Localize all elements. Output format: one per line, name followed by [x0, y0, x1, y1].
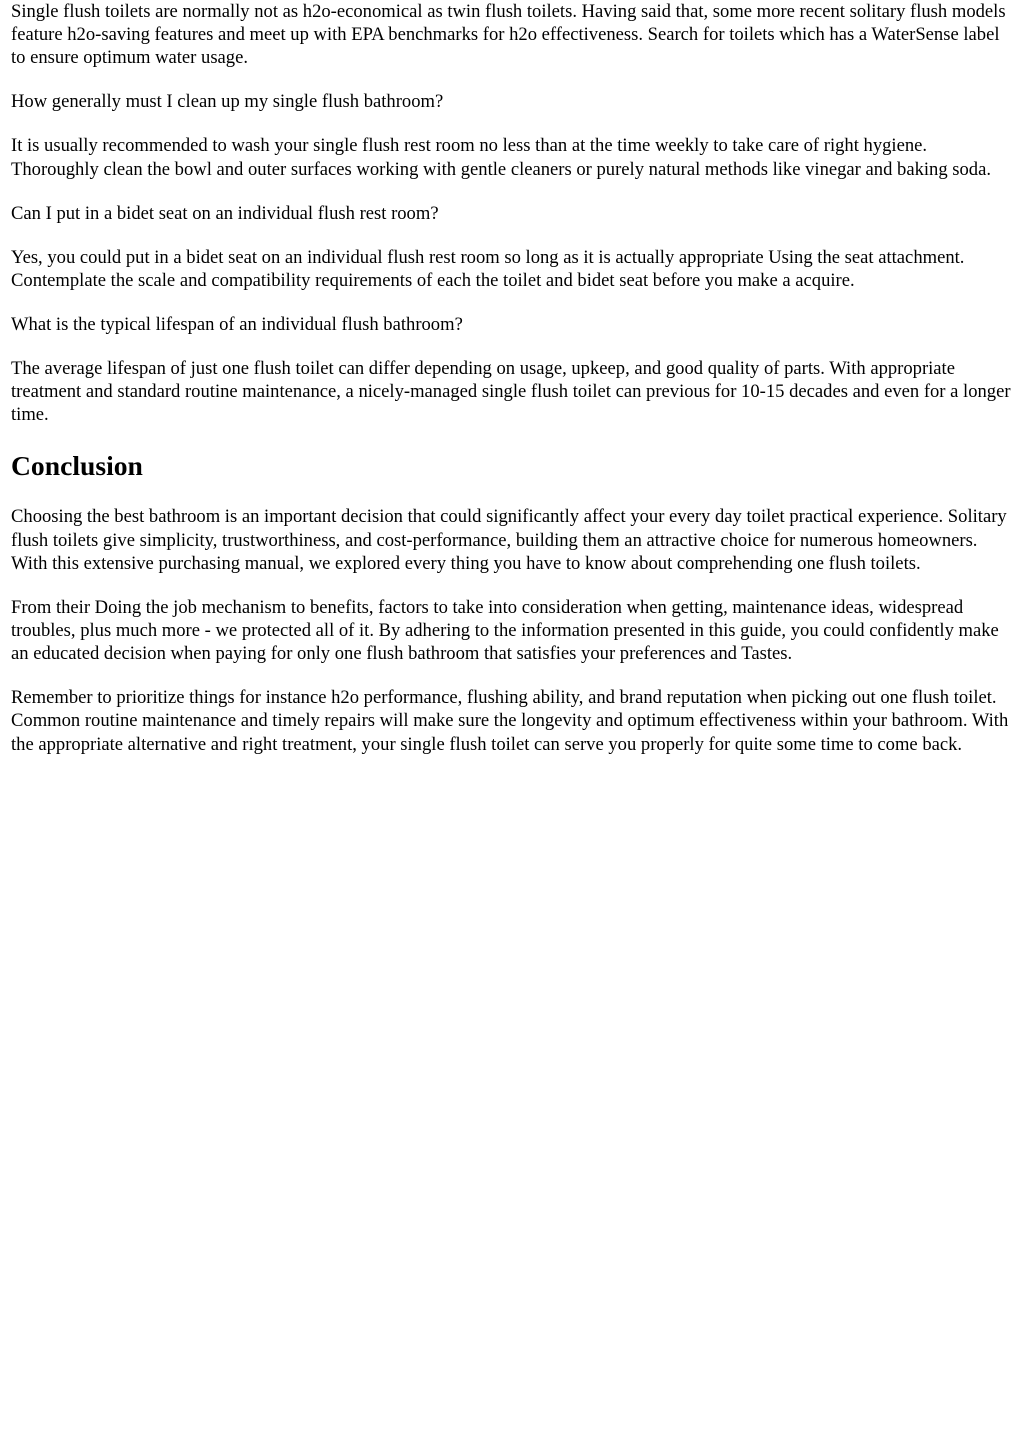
question-bidet-seat: Can I put in a bidet seat on an individual flush rest room? [11, 202, 439, 224]
document-page [11, 0, 1015, 756]
conclusion-heading: Conclusion [11, 450, 143, 482]
question-lifespan: What is the typical lifespan of an individual flush bathroom? [11, 313, 463, 335]
question-cleaning-frequency: How generally must I clean up my single flush bathroom? [11, 91, 444, 113]
conclusion-paragraph-3: Remember to prioritize things for instance h2o performance, flushing ability, and brand reputation when picking out one flush toilet. Common routine maintenance and timely repairs will make sure the longevity and optimum effectiveness within your bathroom. With the appropriate alternative and right treatment, your single flush toilet can serve you properly for quite some time to come back. [11, 687, 1009, 755]
answer-lifespan: The average lifespan of just one flush toilet can differ depending on usage, upkeep, and good quality of parts. With appropriate treatment and standard routine maintenance, a nicely-managed single flush toilet can previous for 10-15 decades and even for a longer time. [11, 357, 1011, 426]
answer-cleaning-frequency: It is usually recommended to wash your single flush rest room no less than at the time weekly to take care of right hygiene. Thoroughly clean the bowl and outer surfaces working with gentle cleaners or purely natural methods like vinegar and baking soda. [11, 135, 992, 180]
answer-bidet-seat: Yes, you could put in a bidet seat on an individual flush rest room so long as it is actually appropriate Using the seat attachment. Contemplate the scale and compatibility requirements of each the toilet and bidet seat before you make a acquire. [11, 246, 965, 291]
conclusion-paragraph-2: From their Doing the job mechanism to benefits, factors to take into consideration when getting, maintenance ideas, widespread troubles, plus much more - we protected all of it. By adhering to the information presented in this guide, you could confidently make an educated decision when paying for only one flush bathroom that satisfies your preferences and Tastes. [11, 596, 999, 665]
conclusion-paragraph-1: Choosing the best bathroom is an important decision that could significantly affect your every day toilet practical experience. Solitary flush toilets give simplicity, trustworthiness, and cost-performance, building them an attractive choice for numerous homeowners. With this extensive purchasing manual, we explored every thing you have to know about comprehending one flush toilets. [11, 506, 1007, 574]
paragraph-water-efficiency: Single flush toilets are normally not as h2o-economical as twin flush toilets. Having said that, some more recent solitary flush models feature h2o-saving features and meet up with EPA benchmarks for h2o effectiveness. Search for toilets which has a WaterSense label to ensure optimum water usage. [11, 1, 1006, 69]
